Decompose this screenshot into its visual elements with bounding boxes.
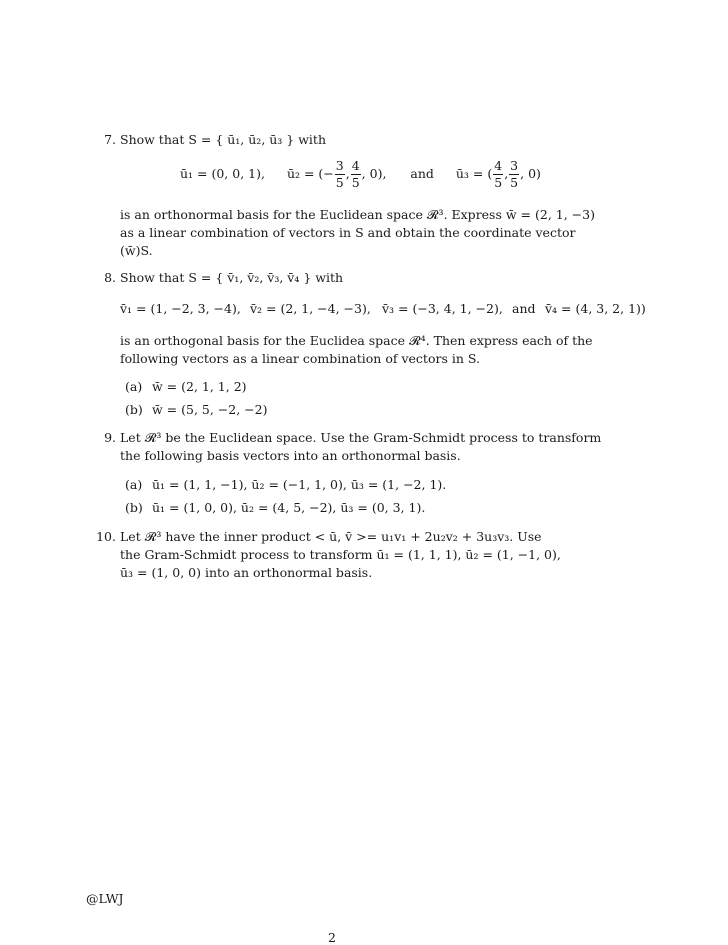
part-text: w̄ = (5, 5, −2, −2)	[152, 402, 268, 417]
problem-text-line: (w̄)S.	[120, 243, 153, 258]
problem-text-line: is an orthonormal basis for the Euclidean space 𝓡³. Express w̄ = (2, 1, −3)	[120, 207, 595, 222]
problem-number: 7.	[104, 132, 116, 147]
problem-text-line: the Gram-Schmidt process to transform ū₁ = (1, 1, 1), ū₂ = (1, −1, 0),	[120, 547, 561, 562]
problem-text-line: the following basis vectors into an orthonormal basis.	[120, 448, 461, 463]
problem-text-line: Let 𝓡³ be the Euclidean space. Use the Gram-Schmidt process to transform	[120, 430, 602, 445]
problem-number: 9.	[104, 430, 116, 445]
part-text: w̄ = (2, 1, 1, 2)	[152, 379, 247, 394]
vector-v2: v̄₂ = (2, 1, −4, −3),	[250, 301, 371, 316]
part-text: ū₁ = (1, 1, −1), ū₂ = (−1, 1, 0), ū₃ = (1, −2, 1).	[152, 477, 447, 492]
part-label: (a)	[125, 379, 143, 394]
vector-u1: ū₁ = (0, 0, 1),	[180, 166, 265, 181]
part-label: (a)	[125, 477, 143, 492]
author-signature: @LWJ	[86, 891, 124, 906]
part-label: (b)	[125, 500, 143, 515]
connector-and: and	[512, 301, 536, 316]
vector-v3: v̄₃ = (−3, 4, 1, −2),	[382, 301, 503, 316]
fraction: $\frac{3}{5}$	[510, 158, 519, 190]
vector-u3-prefix: ū₃ = (	[455, 166, 493, 181]
vector-v1: v̄₁ = (1, −2, 3, −4),	[120, 301, 241, 316]
vector-v4: v̄₄ = (4, 3, 2, 1))	[545, 301, 646, 316]
display-equation: ū₁ = (0, 0, 1), ū₂ = (− $\frac{3}{5}$ , $\frac{4}{5}$ , 0), and ū₃ = ( $\frac{4}{5}$ , $\frac{3}{5}$ , 0)	[180, 158, 541, 190]
problem-text-line: ū₃ = (1, 0, 0) into an orthonormal basis.	[120, 565, 373, 580]
page-number: 2	[328, 930, 336, 945]
problem-number: 8.	[104, 270, 116, 285]
part-text: ū₁ = (1, 0, 0), ū₂ = (4, 5, −2), ū₃ = (0, 3, 1).	[152, 500, 426, 515]
problem-text-line: following vectors as a linear combination of vectors in S.	[120, 351, 480, 366]
problem-text-line: as a linear combination of vectors in S and obtain the coordinate vector	[120, 225, 576, 240]
connector-and: and	[410, 166, 434, 181]
problem-intro: Show that S = { v̄₁, v̄₂, v̄₃, v̄₄ } with	[120, 270, 344, 285]
fraction: $\frac{4}{5}$	[494, 158, 503, 190]
part-label: (b)	[125, 402, 143, 417]
problem-text-line: is an orthogonal basis for the Euclidea space 𝓡⁴. Then express each of the	[120, 333, 593, 348]
fraction: $\frac{4}{5}$	[351, 158, 360, 190]
problem-number: 10.	[96, 529, 116, 544]
vector-u2-prefix: ū₂ = (−	[286, 166, 334, 181]
fraction: $\frac{3}{5}$	[335, 158, 344, 190]
problem-intro: Show that S = { ū₁, ū₂, ū₃ } with	[120, 132, 326, 147]
problem-text-line: Let 𝓡³ have the inner product < ū, v̄ >= u₁v₁ + 2u₂v₂ + 3u₃v₃. Use	[120, 529, 542, 544]
